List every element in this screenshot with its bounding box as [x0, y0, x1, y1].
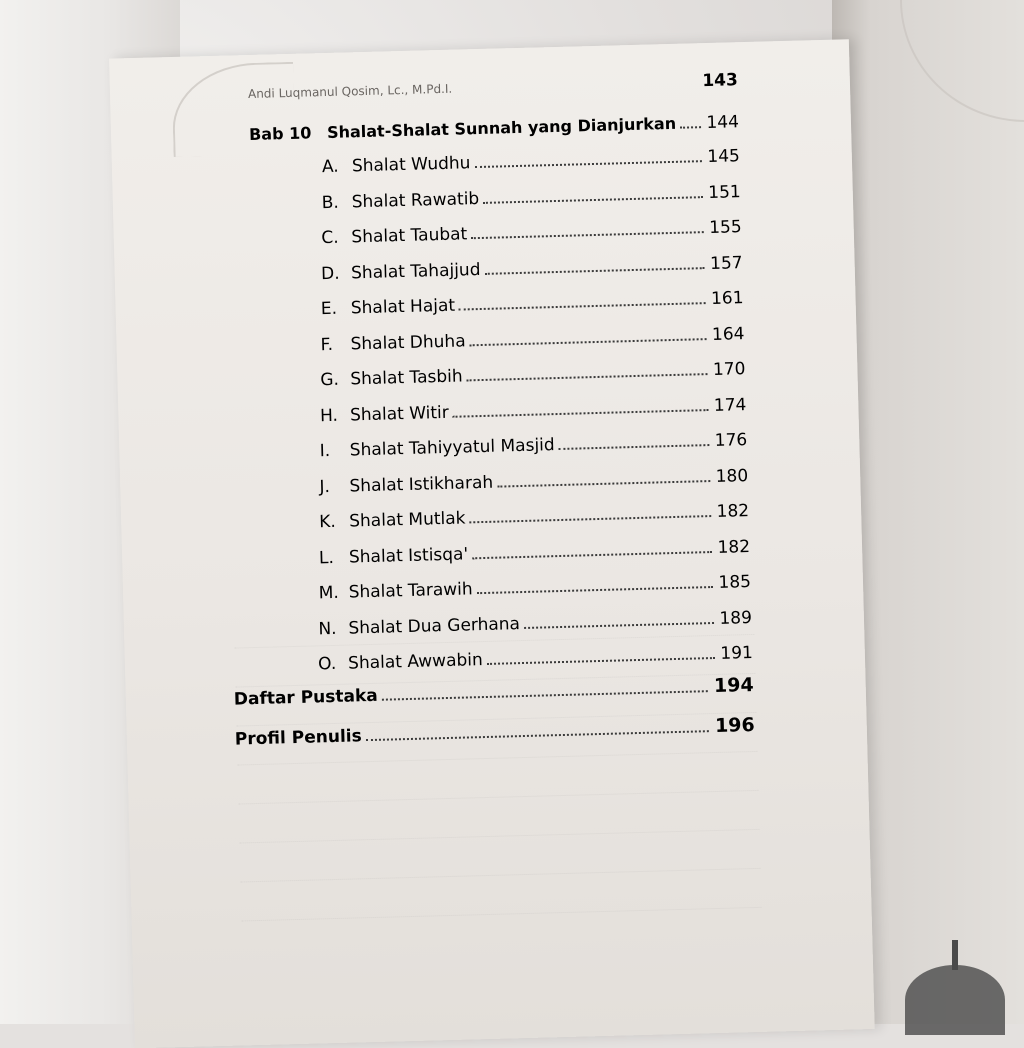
section-page: 174 [713, 394, 747, 416]
section-letter: L. [318, 547, 335, 568]
section-letter: N. [318, 618, 337, 639]
author-name: Andi Luqmanul Qosim, Lc., M.Pd.I. [247, 81, 453, 102]
section-title: Shalat Witir [349, 402, 450, 425]
section-title: Shalat Rawatib [351, 188, 480, 212]
section-letter: B. [321, 192, 340, 213]
section-page: 151 [708, 181, 741, 203]
section-letter: J. [319, 476, 331, 497]
section-title: Shalat Tasbih [350, 366, 463, 390]
section-page: 180 [715, 465, 749, 487]
toc-section-row[interactable] [319, 501, 749, 532]
toc-section-row[interactable] [321, 217, 742, 248]
section-letter: F. [320, 334, 334, 355]
top-page-number: 143 [702, 70, 739, 92]
section-title: Shalat Taubat [351, 224, 468, 248]
backmatter-page: 196 [714, 713, 756, 738]
section-page: 182 [717, 536, 751, 558]
chapter-page: 144 [706, 112, 740, 134]
section-title: Shalat Hajat [350, 295, 456, 319]
section-title: Shalat Tarawih [348, 579, 473, 603]
section-title: Shalat Mutlak [348, 508, 466, 532]
leader-dots [472, 551, 712, 559]
toc-section-row[interactable] [321, 288, 744, 319]
backmatter-title: Profil Penulis [234, 726, 362, 750]
backmatter-page: 194 [713, 673, 754, 698]
leader-dots [559, 444, 709, 450]
leader-dots [459, 302, 705, 310]
leader-dots [475, 160, 702, 168]
leader-dots [524, 622, 714, 629]
section-title: Shalat Tahiyyatul Masjid [349, 435, 555, 461]
toc-section-row[interactable] [320, 359, 746, 390]
section-title: Shalat Awwabin [347, 650, 484, 674]
leader-dots [467, 373, 707, 381]
dome-decoration [905, 965, 1005, 1035]
leader-dots [485, 267, 705, 275]
leader-dots [471, 231, 703, 239]
toc-section-row[interactable] [320, 324, 744, 355]
section-letter: E. [320, 298, 338, 320]
section-page: 191 [720, 642, 754, 664]
toc-chapter-row[interactable] [249, 112, 739, 145]
section-letter: O. [317, 653, 337, 675]
section-letter: M. [318, 582, 340, 604]
section-page: 170 [712, 359, 746, 380]
leader-dots [453, 409, 708, 418]
chapter-label: Bab 10 [248, 123, 312, 144]
section-letter: H. [319, 405, 339, 426]
section-page: 145 [707, 146, 741, 168]
leader-dots [483, 196, 702, 204]
toc-section-row[interactable] [322, 146, 740, 177]
section-title: Shalat Dua Gerhana [348, 613, 521, 639]
toc-section-row[interactable] [319, 537, 751, 568]
section-letter: G. [320, 369, 340, 391]
section-title: Shalat Istikharah [349, 472, 494, 496]
toc-section-row[interactable] [321, 182, 741, 213]
section-letter: D. [320, 263, 340, 284]
section-page: 182 [716, 501, 750, 522]
toc-section-row[interactable] [321, 253, 743, 284]
section-page: 157 [709, 252, 743, 274]
section-title: Shalat Wudhu [351, 153, 471, 177]
header-row [248, 70, 738, 103]
leader-dots [470, 515, 711, 523]
toc-section-row[interactable] [320, 430, 748, 461]
section-letter: K. [318, 511, 337, 533]
section-title: Shalat Tahajjud [350, 259, 481, 283]
book-page [109, 39, 875, 1048]
section-page: 189 [719, 607, 753, 629]
toc-section-row[interactable] [318, 572, 751, 603]
leader-dots [680, 126, 700, 129]
section-title: Shalat Dhuha [350, 330, 466, 354]
section-page: 161 [710, 288, 744, 309]
leader-dots [487, 657, 715, 665]
toc-section-row[interactable] [320, 395, 747, 426]
leader-dots [470, 338, 706, 346]
section-letter: A. [321, 156, 339, 178]
toc-section-row[interactable] [319, 466, 748, 497]
section-page: 185 [718, 572, 752, 593]
section-letter: I. [319, 440, 331, 462]
leader-dots [477, 586, 713, 594]
section-page: 164 [711, 323, 745, 345]
backmatter-title: Daftar Pustaka [233, 685, 379, 710]
section-letter: C. [321, 227, 339, 249]
chapter-title: Shalat-Shalat Sunnah yang Dianjurkan [326, 113, 677, 142]
section-page: 176 [714, 430, 748, 451]
section-title: Shalat Istisqa' [348, 543, 469, 568]
leader-dots [497, 480, 710, 488]
section-page: 155 [708, 217, 742, 238]
